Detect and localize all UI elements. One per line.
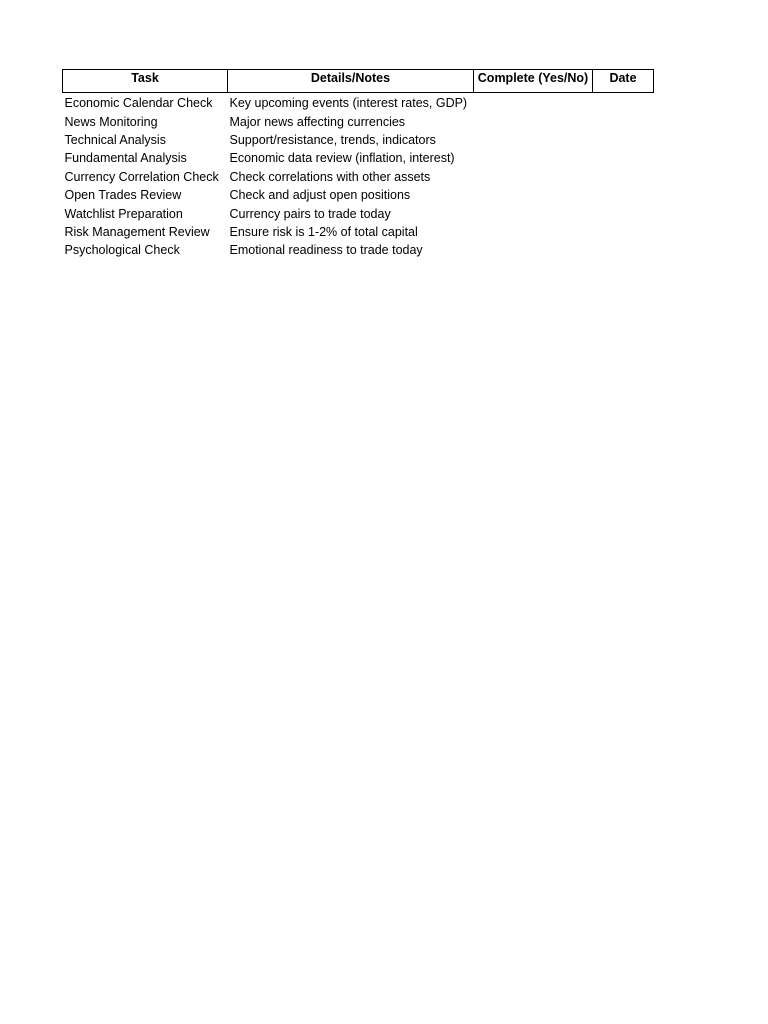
task-cell: Risk Management Review [64, 224, 210, 239]
complete-cell[interactable] [474, 168, 593, 186]
table-row [63, 112, 654, 130]
task-cell: Technical Analysis [64, 132, 166, 147]
task-cell: Economic Calendar Check [64, 96, 213, 111]
details-cell: Check and adjust open positions [229, 188, 411, 203]
table-row [63, 223, 654, 241]
complete-cell[interactable] [474, 112, 593, 130]
table-row [63, 168, 654, 186]
date-cell[interactable] [593, 241, 654, 259]
trading-checklist-table [62, 69, 654, 260]
header-details: Details/Notes [228, 70, 474, 93]
task-cell: Currency Correlation Check [64, 169, 219, 184]
table-row [63, 131, 654, 149]
date-cell[interactable] [593, 223, 654, 241]
date-cell[interactable] [593, 204, 654, 222]
complete-cell[interactable] [474, 186, 593, 204]
complete-cell[interactable] [474, 93, 593, 113]
date-cell[interactable] [593, 112, 654, 130]
date-cell[interactable] [593, 131, 654, 149]
complete-cell[interactable] [474, 131, 593, 149]
header-date: Date [593, 70, 654, 93]
task-cell: Psychological Check [64, 243, 180, 258]
table-row [63, 241, 654, 259]
table-row [63, 93, 654, 113]
date-cell[interactable] [593, 93, 654, 113]
complete-cell[interactable] [474, 223, 593, 241]
task-cell: Watchlist Preparation [64, 206, 183, 221]
date-cell[interactable] [593, 186, 654, 204]
task-cell: Open Trades Review [64, 188, 182, 203]
table-row [63, 149, 654, 167]
details-cell: Support/resistance, trends, indicators [229, 132, 436, 147]
details-cell: Check correlations with other assets [229, 169, 431, 184]
date-cell[interactable] [593, 149, 654, 167]
header-task: Task [63, 70, 228, 93]
details-cell: Key upcoming events (interest rates, GDP) [229, 96, 468, 111]
date-cell[interactable] [593, 168, 654, 186]
header-row [63, 70, 654, 93]
table-row [63, 186, 654, 204]
details-cell: Emotional readiness to trade today [229, 243, 423, 258]
complete-cell[interactable] [474, 149, 593, 167]
checklist-sheet [62, 69, 654, 260]
complete-cell[interactable] [474, 204, 593, 222]
header-complete: Complete (Yes/No) [474, 70, 593, 93]
details-cell: Major news affecting currencies [229, 114, 406, 129]
task-cell: Fundamental Analysis [64, 151, 187, 166]
complete-cell[interactable] [474, 241, 593, 259]
details-cell: Currency pairs to trade today [229, 206, 391, 221]
table-row [63, 204, 654, 222]
task-cell: News Monitoring [64, 114, 158, 129]
details-cell: Economic data review (inflation, interest) [229, 151, 455, 166]
details-cell: Ensure risk is 1-2% of total capital [229, 224, 418, 239]
